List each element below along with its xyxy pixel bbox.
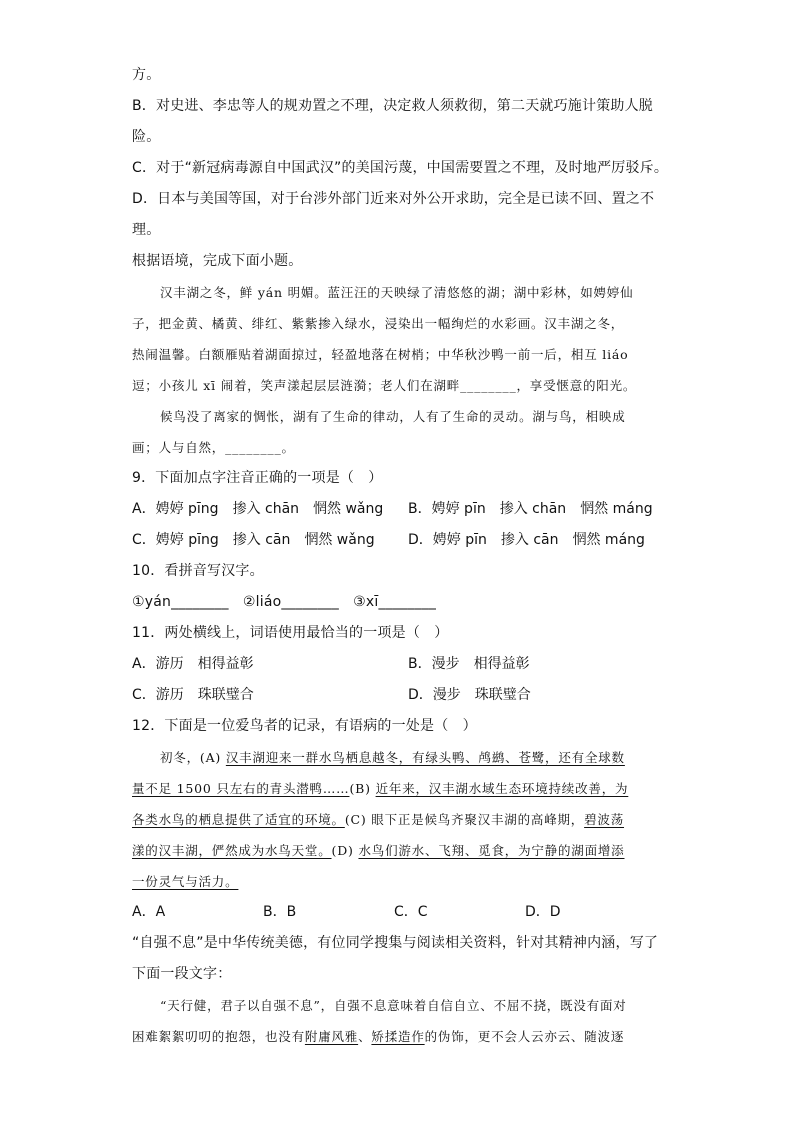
underlined-segment: 漾的汉丰湖，俨然成为水鸟天堂。 <box>132 843 332 858</box>
text-line: 理。 <box>132 222 161 238</box>
underlined-segment: 近年来，汉丰湖水域生态环境持续改善，为 <box>375 781 629 796</box>
question-12-stem: 12．下面是一位爱鸟者的记录，有语病的一处是（ ） <box>132 718 477 734</box>
q11-option-a: A．游历 相得益彰 <box>132 656 254 672</box>
q12-passage-line <box>132 866 656 897</box>
segment-text: 、 <box>358 1029 372 1044</box>
q9-option-b: B．娉婷 pīn 掺入 chān 惘然 máng <box>408 501 653 517</box>
text-line: 方。 <box>132 67 161 83</box>
q9-option-a: A．娉婷 pīng 掺入 chān 惘然 wǎng <box>132 501 384 517</box>
underlined-segment: 汉丰湖迎来一群水鸟栖息越冬，有绿头鸭、鸬鹚、苍鹭，还有全球数 <box>225 750 625 765</box>
passage-line: 画；人与自然，________。 <box>132 440 295 455</box>
question-11-options-row <box>132 649 656 680</box>
option-d-text: D．日本与美国等国，对于台涉外部门近来对外公开求助，完全是已读不回、置之不 <box>132 191 655 207</box>
question-11-options-row <box>132 680 656 711</box>
q12-option-d: D．D <box>525 904 561 920</box>
q9-option-c: C．娉婷 pīng 掺入 cān 惘然 wǎng <box>132 532 375 548</box>
question-10-blanks: ①yán________ ②liáo________ ③xī________ <box>132 594 437 610</box>
q11-option-b: B．漫步 相得益彰 <box>408 656 530 672</box>
q12-option-c: C．C <box>394 904 428 920</box>
question-9-stem: 9．下面加点字注音正确的一项是（ ） <box>132 470 383 486</box>
q12-option-a: A．A <box>132 904 166 920</box>
text-line: 险。 <box>132 129 161 145</box>
underlined-word: 附庸风雅 <box>304 1029 359 1044</box>
underlined-segment: 量不足 1500 只左右的青头潜鸭…… <box>132 781 350 796</box>
passage-line: 热闹温馨。白额雁贴着湖面掠过，轻盈地落在树梢；中华秋沙鸭一前一后，相互 liáo <box>132 347 629 362</box>
question-11-stem: 11．两处横线上，词语使用最恰当的一项是（ ） <box>132 625 449 641</box>
passage-line: “天行健，君子以自强不息”，自强不息意味着自信自立、不屈不挠，既没有面对 <box>160 998 627 1013</box>
passage-line: 子，把金黄、橘黄、绯红、紫紫掺入绿水，浸染出一幅绚烂的水彩画。汉丰湖之冬， <box>132 316 625 331</box>
option-b-text: B．对史进、李忠等人的规劝置之不理，决定救人须救彻，第二天就巧施计策助人脱 <box>132 98 654 114</box>
passage-line: 逗；小孩儿 xī 闹着，笑声漾起层层涟漪；老人们在湖畔________，享受惬意的阳光。 <box>132 378 637 393</box>
underlined-segment: 水鸟们游水、飞翔、觅食，为宁静的湖面增添 <box>358 843 625 858</box>
underlined-segment: 碧波荡 <box>584 812 625 827</box>
underlined-word: 矫揉造作 <box>371 1029 425 1044</box>
q11-option-c: C．游历 珠联璧合 <box>132 687 254 703</box>
q12-option-b: B．B <box>263 904 297 920</box>
question-9-options-row <box>132 494 656 525</box>
passage-line: 候鸟没了离家的惆怅，湖有了生命的律动，人有了生命的灵动。湖与鸟，相映成 <box>160 409 626 424</box>
q12-passage-line <box>132 804 656 835</box>
q9-option-d: D．娉婷 pīn 掺入 cān 惘然 máng <box>408 532 645 548</box>
passage-line: 汉丰湖之冬，鲜 yán 明媚。蓝汪汪的天映绿了清悠悠的湖；湖中彩林，如娉婷仙 <box>160 285 634 300</box>
segment-text: (C) 眼下正是候鸟齐聚汉丰湖的高峰期， <box>344 812 585 827</box>
underlined-segment: 一份灵气与活力。 <box>132 874 239 889</box>
section-intro: “自强不息”是中华传统美德，有位同学搜集与阅读相关资料，针对其精神内涵，写了 <box>132 935 659 951</box>
question-10-stem: 10．看拼音写汉字。 <box>132 563 264 579</box>
section-intro: 根据语境，完成下面小题。 <box>132 253 303 269</box>
passage-line <box>132 1021 656 1052</box>
q11-option-d: D．漫步 珠联璧合 <box>408 687 531 703</box>
segment-text: 困难絮絮叨叨的抱怨，也没有 <box>132 1029 305 1044</box>
q12-passage-line <box>132 835 656 866</box>
document-body <box>132 60 669 1052</box>
segment-label: (D) <box>331 843 359 858</box>
segment-label: (B) <box>349 781 376 796</box>
underlined-segment: 各类水鸟的栖息提供了适宜的环境。 <box>132 812 345 827</box>
q12-passage-line <box>132 742 656 773</box>
option-c-text: C．对于“新冠病毒源自中国武汉”的美国污蔑，中国需要置之不理，及时地严厉驳斥。 <box>132 160 669 176</box>
segment-text: 的伪饰，更不会人云亦云、随波逐 <box>424 1029 625 1044</box>
question-9-options-row <box>132 525 656 556</box>
q12-passage-line <box>132 773 656 804</box>
segment-label: 初冬，(A) <box>160 750 226 765</box>
question-12-options-row <box>132 897 656 928</box>
section-intro: 下面一段文字： <box>132 966 232 982</box>
